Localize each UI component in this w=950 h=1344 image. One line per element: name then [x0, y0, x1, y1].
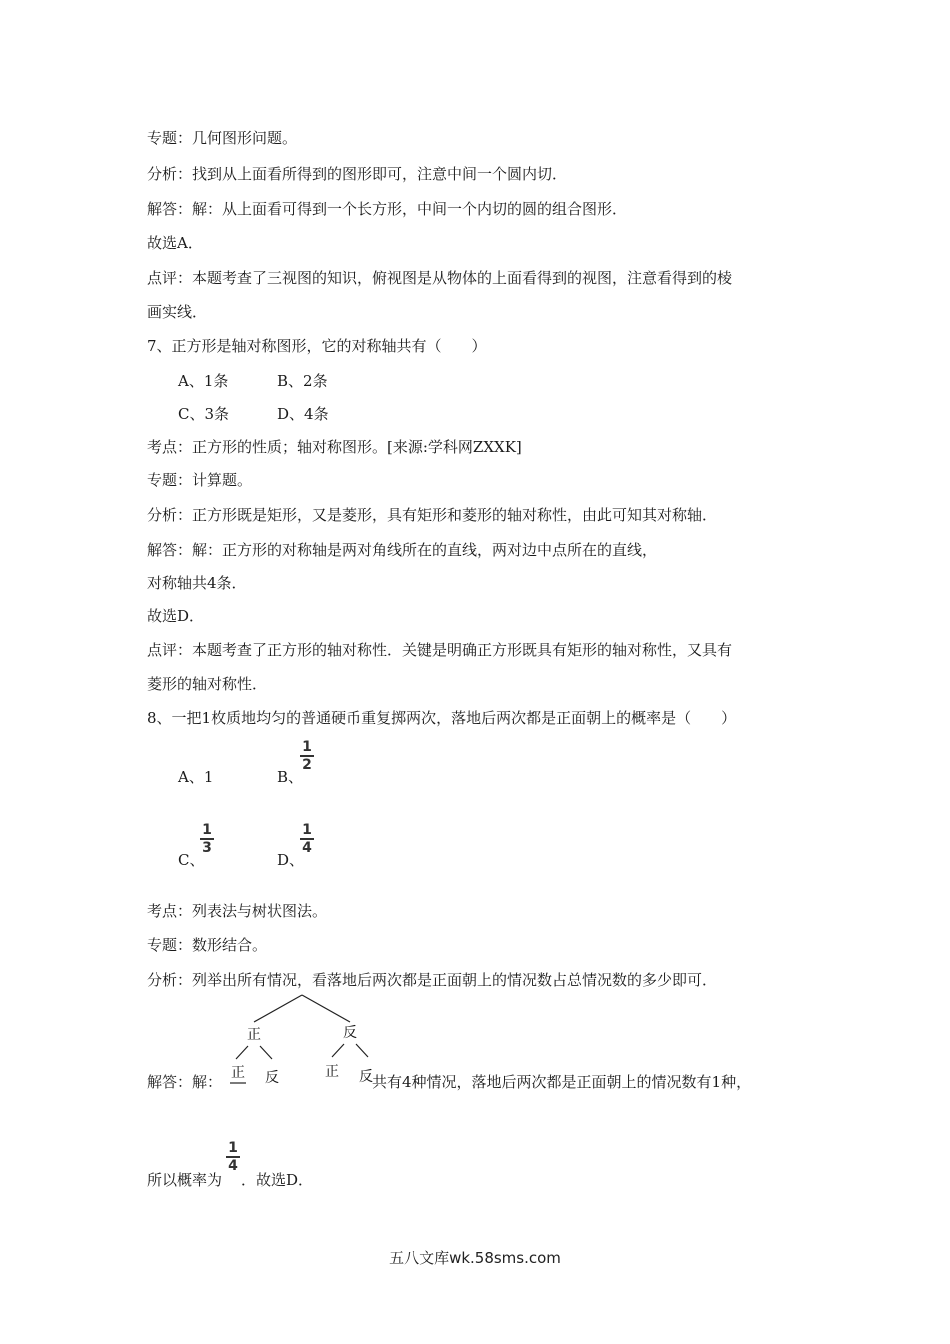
tree-level1-tails: 反 — [343, 1025, 357, 1041]
q7-option-c: C、3条 — [178, 405, 230, 423]
q6-topic: 专题：几何图形问题。 — [147, 129, 298, 147]
q8-option-b-label: B、 — [277, 768, 304, 786]
q8-option-c-fraction — [199, 823, 215, 855]
tree-branch — [254, 995, 302, 1022]
q8-option-d-fraction — [299, 823, 315, 855]
q6-answer: 故选A． — [147, 234, 203, 252]
q7-option-d: D、4条 — [277, 405, 329, 423]
q8-analysis: 分析：列举出所有情况，看落地后两次都是正面朝上的情况数占总情况数的多少即可． — [147, 971, 718, 989]
tree-branch — [302, 995, 350, 1022]
q7-analysis: 分析：正方形既是矩形，又是菱形，具有矩形和菱形的轴对称性，由此可知其对称轴． — [147, 506, 718, 524]
tree-level2-heads-heads: 正 — [231, 1065, 245, 1081]
tree-branch — [236, 1046, 248, 1059]
q7-answer: 故选D． — [147, 607, 205, 625]
tree-level1-heads: 正 — [247, 1027, 261, 1043]
tree-level2-tails-tails: 反 — [359, 1069, 373, 1085]
q6-analysis: 分析：找到从上面看所得到的图形即可，注意中间一个圆内切． — [147, 165, 568, 183]
tree-level2-tails-heads: 正 — [325, 1064, 339, 1080]
q8-option-b-fraction — [299, 740, 315, 772]
probability-tree-diagram — [226, 992, 386, 1092]
q8-option-a: A、1 — [178, 768, 214, 786]
tree-branch — [260, 1046, 272, 1059]
q7-solution-line1: 解答：解：正方形的对称轴是两对角线所在的直线，两对边中点所在的直线， — [147, 541, 658, 559]
q8-option-d-label: D、 — [277, 851, 305, 869]
q7-option-a: A、1条 — [178, 372, 229, 390]
q8-conclusion-prefix: 所以概率为 — [147, 1171, 223, 1189]
fraction-denominator: 4 — [228, 1158, 238, 1174]
tree-branch — [332, 1044, 344, 1057]
q7-solution-line2: 对称轴共4条． — [147, 574, 247, 592]
q8-option-c-label: C、 — [178, 851, 205, 869]
tree-branch — [356, 1044, 368, 1057]
q8-conclusion-suffix: ．故选D． — [241, 1171, 314, 1189]
q8-solution-suffix: 共有4种情况，落地后两次都是正面朝上的情况数有1种， — [372, 1073, 752, 1091]
q8-conclusion-fraction — [225, 1141, 241, 1173]
q8-solution-prefix: 解答：解： — [147, 1073, 223, 1091]
fraction-numerator: 1 — [228, 1140, 238, 1156]
q6-solution: 解答：解：从上面看可得到一个长方形，中间一个内切的圆的组合图形． — [147, 200, 628, 218]
q7-topic: 专题：计算题。 — [147, 471, 253, 489]
q8-question: 8、一把1枚质地均匀的普通硬币重复掷两次，落地后两次都是正面朝上的概率是（ ） — [147, 709, 737, 727]
q6-comment-line1: 点评：本题考查了三视图的知识，俯视图是从物体的上面看得到的视图，注意看得到的棱 — [147, 269, 733, 287]
q7-question: 7、正方形是轴对称图形，它的对称轴共有（ ） — [147, 337, 487, 355]
q7-option-b: B、2条 — [277, 372, 328, 390]
fraction-denominator: 2 — [302, 757, 312, 773]
page-footer: 五八文库wk.58sms.com — [389, 1249, 561, 1267]
fraction-denominator: 4 — [302, 840, 312, 856]
q6-comment-line2: 画实线． — [147, 303, 208, 321]
fraction-numerator: 1 — [302, 739, 312, 755]
q7-comment-line1: 点评：本题考查了正方形的轴对称性．关键是明确正方形既具有矩形的轴对称性，又具有 — [147, 641, 733, 659]
fraction-denominator: 3 — [202, 840, 212, 856]
q8-point: 考点：列表法与树状图法。 — [147, 902, 328, 920]
q7-comment-line2: 菱形的轴对称性． — [147, 675, 268, 693]
fraction-numerator: 1 — [302, 822, 312, 838]
tree-level2-heads-tails: 反 — [265, 1070, 279, 1086]
q7-point: 考点：正方形的性质；轴对称图形。[来源:学科网ZXXK] — [147, 438, 522, 456]
q8-topic: 专题：数形结合。 — [147, 936, 268, 954]
fraction-numerator: 1 — [202, 822, 212, 838]
